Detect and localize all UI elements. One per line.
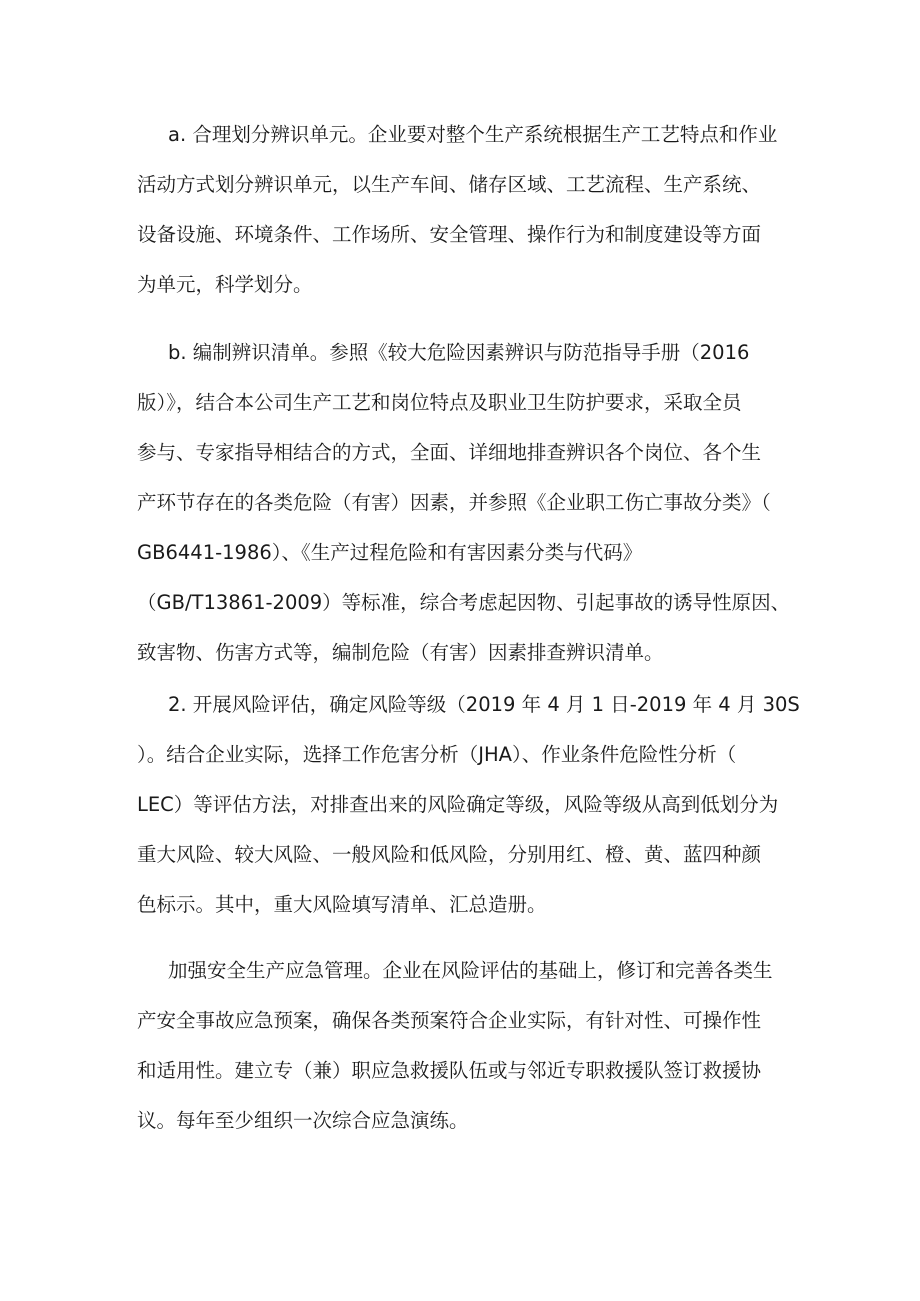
text-line: 加强安全生产应急管理。企业在风险评估的基础上，修订和完善各类生 <box>168 959 773 982</box>
text-line: LEC）等评估方法，对排查出来的风险确定等级，风险等级从高到低划分为 <box>137 793 779 816</box>
text-line: 致害物、伤害方式等，编制危险（有害）因素排查辨识清单。 <box>137 641 664 664</box>
text-line: 版）》，结合本公司生产工艺和岗位特点及职业卫生防护要求，采取全员 <box>137 391 742 414</box>
text-line: 重大风险、较大风险、一般风险和低风险，分别用红、橙、黄、蓝四种颜 <box>137 843 762 866</box>
paragraph-identification-list <box>137 328 797 678</box>
text-line: b. 编制辨识清单。参照《较大危险因素辨识与防范指导手册（2016 <box>168 341 750 364</box>
paragraph-identify-units <box>137 110 797 310</box>
paragraph-emergency-management <box>137 946 797 1146</box>
text-line: 活动方式划分辨识单元，以生产车间、储存区域、工艺流程、生产系统、 <box>137 173 762 196</box>
text-line: ）。结合企业实际，选择工作危害分析（JHA）、作业条件危险性分析（ <box>137 743 737 766</box>
text-line: 议。每年至少组织一次综合应急演练。 <box>137 1109 469 1132</box>
text-line: 色标示。其中，重大风险填写清单、汇总造册。 <box>137 893 547 916</box>
text-line: GB6441-1986）、《生产过程危险和有害因素分类与代码》 <box>137 541 643 564</box>
text-line: 产安全事故应急预案，确保各类预案符合企业实际，有针对性、可操作性 <box>137 1009 762 1032</box>
paragraph-risk-assessment <box>137 680 800 930</box>
text-line: （GB/T13861-2009）等标准，综合考虑起因物、引起事故的诱导性原因、 <box>137 591 791 614</box>
text-line: a. 合理划分辨识单元。企业要对整个生产系统根据生产工艺特点和作业 <box>168 123 778 146</box>
text-line: 和适用性。建立专（兼）职应急救援队伍或与邻近专职救援队签订救援协 <box>137 1059 762 1082</box>
text-line: 产环节存在的各类危险（有害）因素，并参照《企业职工伤亡事故分类》（ <box>137 491 771 514</box>
text-line: 参与、专家指导相结合的方式，全面、详细地排查辨识各个岗位、各个生 <box>137 441 762 464</box>
text-line: 设备设施、环境条件、工作场所、安全管理、操作行为和制度建设等方面 <box>137 223 762 246</box>
text-line: 2. 开展风险评估，确定风险等级（2019 年 4 月 1 日-2019 年 4 月 30S <box>168 693 800 716</box>
text-line: 为单元，科学划分。 <box>137 273 313 296</box>
